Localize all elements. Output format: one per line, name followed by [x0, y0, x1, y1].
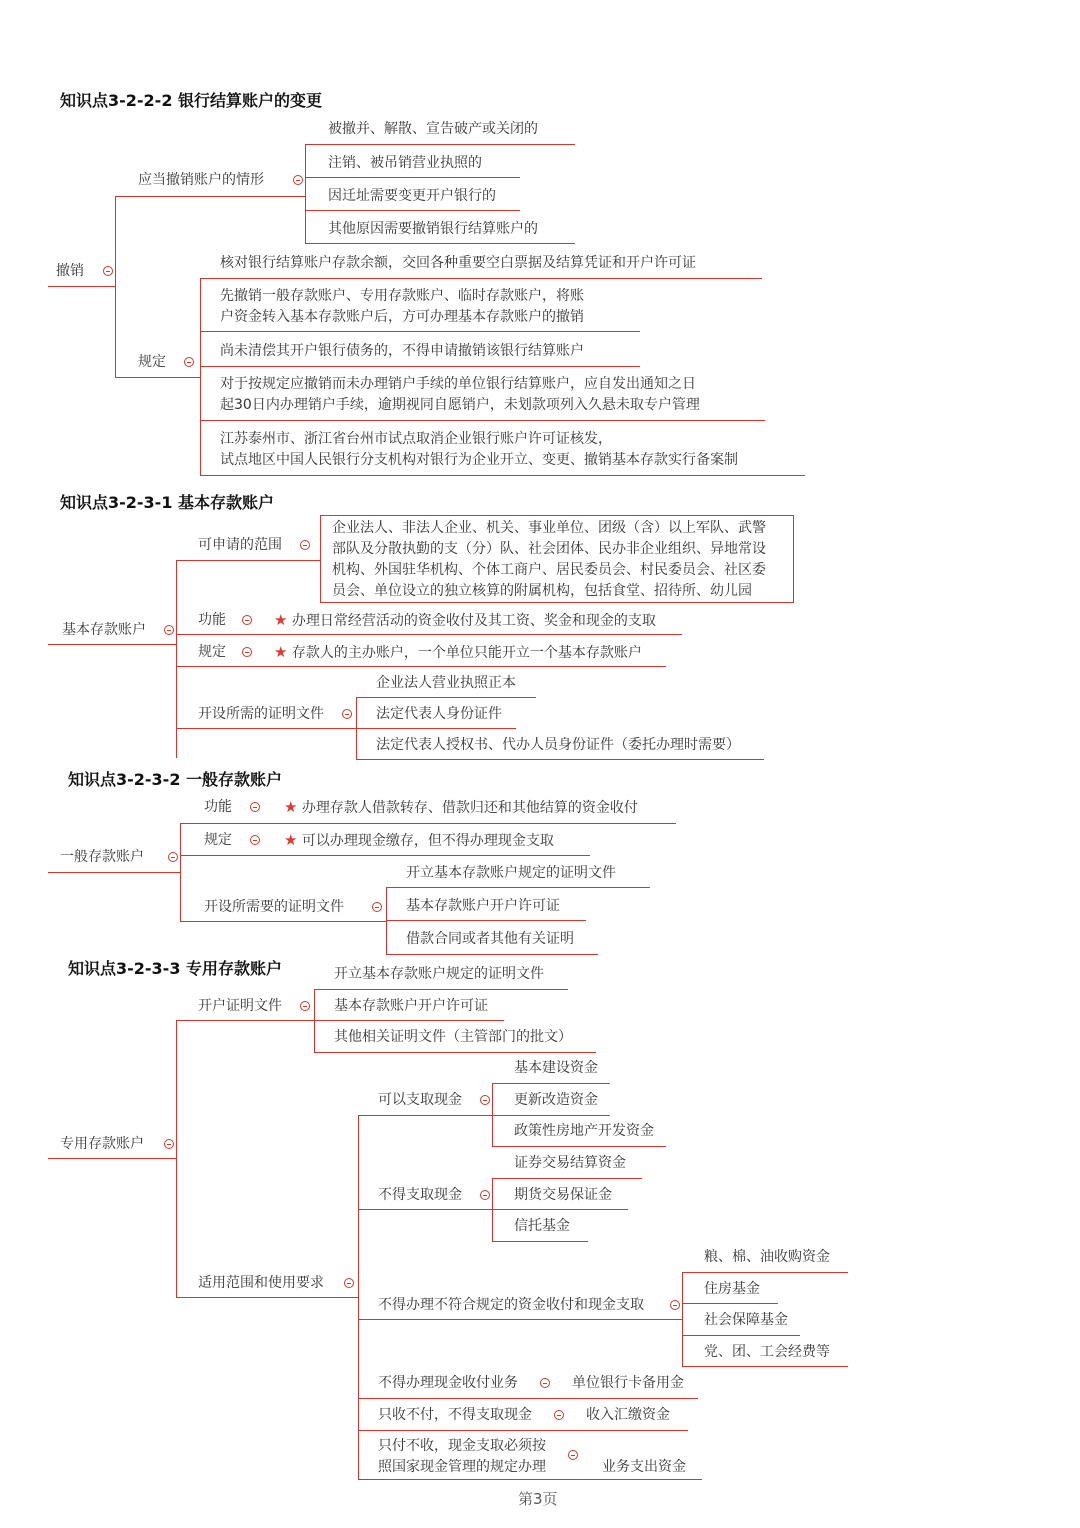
section-heading: 知识点3-2-2-2 银行结算账户的变更 [60, 91, 323, 110]
node-branch: 适用范围和使用要求 [198, 1275, 324, 1291]
node-branch: 规定 [138, 354, 166, 370]
node-root: 撤销 [56, 263, 84, 279]
leaf: 借款合同或者其他有关证明 [406, 931, 574, 947]
leaf: 基本存款账户开户许可证 [406, 898, 560, 914]
collapse-icon[interactable] [250, 802, 260, 812]
star-icon: ★ [274, 611, 288, 629]
collapse-icon[interactable] [342, 709, 352, 719]
leaf: 尚未清偿其开户银行债务的，不得申请撤销该银行结算账户 [220, 343, 584, 359]
node-sub: 不得支取现金 [378, 1187, 462, 1203]
section-heading: 知识点3-2-3-2 一般存款账户 [68, 770, 283, 789]
leaf: 证券交易结算资金 [514, 1155, 626, 1171]
page-number: 第3页 [518, 1490, 558, 1508]
leaf: ★ 办理存款人借款转存、借款归还和其他结算的资金收付 [284, 798, 638, 816]
node-sub: 只收不付，不得支取现金 [378, 1407, 532, 1423]
node-root: 一般存款账户 [60, 849, 144, 865]
node-branch: 应当撤销账户的情形 [138, 172, 264, 188]
collapse-icon[interactable] [300, 1001, 310, 1011]
leaf: 住房基金 [704, 1281, 760, 1297]
collapse-icon[interactable] [480, 1190, 490, 1200]
leaf: 对于按规定应撤销而未办理销户手续的单位银行结算账户，应自发出通知之日 起30日内办理销户手续，逾期视同自愿销户，未划款项列入久悬未取专户管理 [220, 376, 700, 413]
leaf: ★ 可以办理现金缴存，但不得办理现金支取 [284, 831, 554, 849]
node-root: 基本存款账户 [62, 622, 146, 638]
collapse-icon[interactable] [250, 835, 260, 845]
node-branch: 功能 [204, 799, 232, 815]
node-branch: 功能 [198, 612, 226, 628]
collapse-icon[interactable] [540, 1378, 550, 1388]
node-sub: 不得办理不符合规定的资金收付和现金支取 [378, 1297, 644, 1313]
collapse-icon[interactable] [670, 1300, 680, 1310]
collapse-icon[interactable] [372, 902, 382, 912]
leaf: 基本存款账户开户许可证 [334, 998, 488, 1014]
collapse-icon[interactable] [103, 266, 113, 276]
leaf: 党、团、工会经费等 [704, 1344, 830, 1360]
collapse-icon[interactable] [554, 1410, 564, 1420]
leaf: ★ 存款人的主办账户，一个单位只能开立一个基本存款账户 [274, 643, 642, 661]
collapse-icon[interactable] [164, 1139, 174, 1149]
leaf: 其他相关证明文件（主管部门的批文） [334, 1029, 572, 1045]
star-icon: ★ [274, 643, 288, 661]
leaf: 法定代表人授权书、代办人员身份证件（委托办理时需要） [376, 737, 740, 753]
leaf: 开立基本存款账户规定的证明文件 [406, 865, 616, 881]
star-icon: ★ [284, 831, 298, 849]
node-branch: 规定 [204, 832, 232, 848]
collapse-icon[interactable] [568, 1450, 578, 1460]
node-sub: 只付不收，现金支取必须按 照国家现金管理的规定办理 [378, 1438, 546, 1475]
collapse-icon[interactable] [184, 357, 194, 367]
leaf: 企业法人、非法人企业、机关、事业单位、团级（含）以上军队、武警 部队及分散执勤的支（分）队、社会团体、民办非企业组织、异地常设 机构、外国驻华机构、个体工商户、居民委员会、村民委员会、社区委 员会、单位设立的独立核算的附属机构，包括食堂、招待所、幼儿园 [332, 520, 766, 599]
collapse-icon[interactable] [344, 1278, 354, 1288]
node-branch: 规定 [198, 644, 226, 660]
node-branch: 开户证明文件 [198, 998, 282, 1014]
node-branch: 开设所需要的证明文件 [204, 899, 344, 915]
collapse-icon[interactable] [480, 1095, 490, 1105]
collapse-icon[interactable] [242, 615, 252, 625]
node-root: 专用存款账户 [60, 1136, 144, 1152]
leaf: 基本建设资金 [514, 1060, 598, 1076]
star-icon: ★ [284, 798, 298, 816]
node-sub: 可以支取现金 [378, 1092, 462, 1108]
leaf: 粮、棉、油收购资金 [704, 1249, 830, 1265]
node-branch: 开设所需的证明文件 [198, 706, 324, 722]
collapse-icon[interactable] [293, 175, 303, 185]
node-sub: 不得办理现金收付业务 [378, 1375, 518, 1391]
collapse-icon[interactable] [164, 625, 174, 635]
leaf: 信托基金 [514, 1218, 570, 1234]
collapse-icon[interactable] [300, 540, 310, 550]
leaf: 被撤并、解散、宣告破产或关闭的 [328, 121, 538, 137]
leaf: 开立基本存款账户规定的证明文件 [334, 966, 544, 982]
leaf: 企业法人营业执照正本 [376, 675, 516, 691]
leaf: 注销、被吊销营业执照的 [328, 155, 482, 171]
leaf: 政策性房地产开发资金 [514, 1123, 654, 1139]
collapse-icon[interactable] [242, 647, 252, 657]
leaf: 期货交易保证金 [514, 1187, 612, 1203]
leaf: 核对银行结算账户存款余额，交回各种重要空白票据及结算凭证和开户许可证 [220, 255, 696, 271]
section-heading: 知识点3-2-3-3 专用存款账户 [68, 959, 283, 978]
leaf: 因迁址需要变更开户银行的 [328, 188, 496, 204]
leaf: 先撤销一般存款账户、专用存款账户、临时存款账户，将账 户资金转入基本存款账户后，方可办理基本存款账户的撤销 [220, 288, 584, 325]
leaf: 江苏泰州市、浙江省台州市试点取消企业银行账户许可证核发， 试点地区中国人民银行分支机构对银行为企业开立、变更、撤销基本存款实行备案制 [220, 431, 738, 468]
leaf: ★ 办理日常经营活动的资金收付及其工资、奖金和现金的支取 [274, 611, 656, 629]
node-branch: 可申请的范围 [198, 537, 282, 553]
section-heading: 知识点3-2-3-1 基本存款账户 [60, 493, 275, 512]
leaf: 单位银行卡备用金 [572, 1375, 684, 1391]
leaf: 收入汇缴资金 [586, 1407, 670, 1423]
leaf: 法定代表人身份证件 [376, 706, 502, 722]
leaf: 社会保障基金 [704, 1312, 788, 1328]
leaf: 其他原因需要撤销银行结算账户的 [328, 221, 538, 237]
leaf: 更新改造资金 [514, 1092, 598, 1108]
leaf: 业务支出资金 [602, 1459, 686, 1475]
collapse-icon[interactable] [168, 852, 178, 862]
